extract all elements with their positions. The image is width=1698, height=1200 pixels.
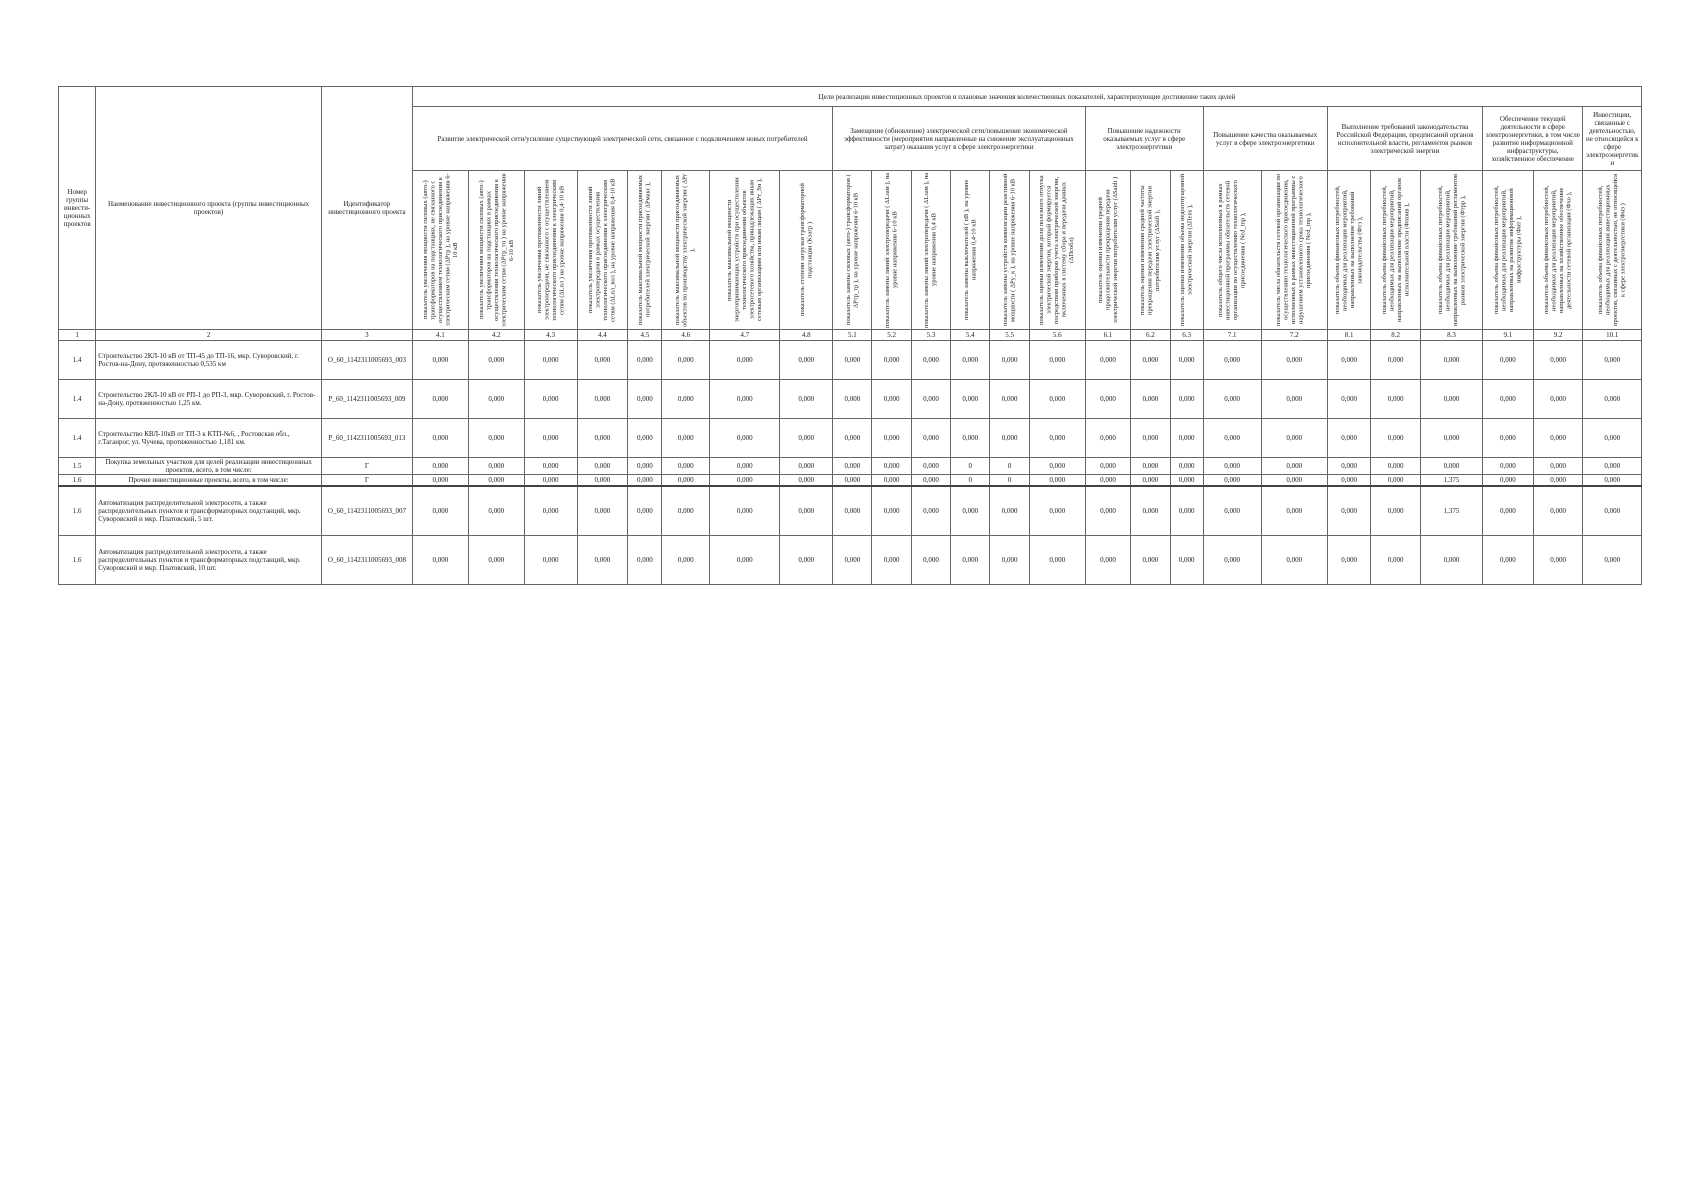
row-value-cell: 1,375 <box>1420 475 1482 487</box>
row-value-cell: 0,000 <box>1483 419 1534 458</box>
row-value-cell: 0,000 <box>911 419 950 458</box>
row-value-cell: 0,000 <box>780 341 833 380</box>
row-value-cell: 0,000 <box>872 486 911 536</box>
indicator-header <box>872 171 911 330</box>
column-number: 5.1 <box>833 330 872 341</box>
row-value-cell: 0,000 <box>872 458 911 475</box>
row-value-cell: 0,000 <box>1085 458 1131 475</box>
row-value-cell: 0,000 <box>468 536 524 585</box>
indicator-header-text: показатель оценки изменения средней продолжительности прекращения передачи электрической энергии потребителям услуг (ΔSaidi ) <box>1096 176 1119 324</box>
row-value-cell: 0,000 <box>990 419 1029 458</box>
row-value-cell: 0,000 <box>468 458 524 475</box>
indicator-header <box>524 171 577 330</box>
row-value-cell: 0,000 <box>1583 341 1642 380</box>
column-number: 8.2 <box>1371 330 1421 341</box>
indicator-header-text: показатель объема финансовых потребностей, необходимых для реализации мероприятий, направленных на выполнение предписаний органов исполнительной власти (Фпоив ), <box>1380 178 1411 322</box>
row-value-cell: 0,000 <box>1371 475 1421 487</box>
row-value-cell: 0,000 <box>710 419 780 458</box>
row-value-cell: 0,000 <box>577 380 628 419</box>
row-value-cell: 0,000 <box>1327 536 1370 585</box>
row-value-cell: 0,000 <box>1483 486 1534 536</box>
row-project-name: Автоматизация распределительной электросети, а также распределительных пунктов и трансформаторных подстанций, мкр. Суворовский и мкр. Платовский, 10 шт. <box>96 536 322 585</box>
row-value-cell: 0,000 <box>628 536 662 585</box>
row-value-cell: 0,000 <box>1483 458 1534 475</box>
row-value-cell: 0,000 <box>1420 380 1482 419</box>
row-value-cell: 0,000 <box>1029 380 1085 419</box>
indicator-header <box>1170 171 1203 330</box>
row-value-cell: 0,000 <box>710 536 780 585</box>
row-value-cell: 0,000 <box>628 419 662 458</box>
column-number: 8.1 <box>1327 330 1370 341</box>
row-value-cell: 0,000 <box>468 486 524 536</box>
row-value-cell: 0,000 <box>1483 475 1534 487</box>
row-value-cell: 0,000 <box>911 380 950 419</box>
row-value-cell: 0,000 <box>1261 486 1327 536</box>
row-value-cell: 0 <box>990 458 1029 475</box>
row-value-cell: 0,000 <box>1327 341 1370 380</box>
row-project-id: Р_60_1142311005693_013 <box>321 419 412 458</box>
row-value-cell: 0,000 <box>662 536 710 585</box>
row-value-cell: 0,000 <box>524 458 577 475</box>
row-value-cell: 0,000 <box>412 380 468 419</box>
indicator-header-text: показатель замены линий электропередачи ( ΔLзам ), на уровне напряжения 6-10 кВ <box>884 172 899 328</box>
indicator-header <box>911 171 950 330</box>
row-value-cell: 0,000 <box>412 536 468 585</box>
row-value-cell: 0,000 <box>412 341 468 380</box>
row-value-cell: 0,000 <box>1170 380 1203 419</box>
indicator-header <box>833 171 872 330</box>
row-value-cell: 0,000 <box>780 475 833 487</box>
indicator-header-text: показатель объема финансовых потребностей, необходимых для реализации мероприятий, направленных на развитие информационной инфраструктуры (Фит ), <box>1492 185 1523 315</box>
row-value-cell: 0,000 <box>524 380 577 419</box>
header-group-legislation: Выполнение требований законодательства Российской Федерации, предписаний органов исполнительной власти, регламентов рынков электрической энергии <box>1327 107 1482 171</box>
row-group-number: 1.6 <box>59 486 96 536</box>
row-value-cell: 0,000 <box>662 486 710 536</box>
row-value-cell: 0,000 <box>990 341 1029 380</box>
row-value-cell: 0,000 <box>710 458 780 475</box>
row-value-cell: 0,000 <box>951 536 990 585</box>
column-number: 4.3 <box>524 330 577 341</box>
indicator-header <box>1483 171 1534 330</box>
row-project-id: О_60_1142311005693_003 <box>321 341 412 380</box>
row-value-cell: 0,000 <box>911 536 950 585</box>
row-value-cell: 0,000 <box>710 486 780 536</box>
indicator-header <box>1131 171 1170 330</box>
indicator-header-text: показатель увеличения мощности силовых (авто-) трансформаторов на подстанциях, не связанного с осуществлением технологического присоединения к электрическим сетям (ΔPтр ), на уровне напряжения 6-10 кВ <box>421 173 459 327</box>
row-value-cell: 0,000 <box>1261 419 1327 458</box>
column-number: 4.5 <box>628 330 662 341</box>
indicator-header-text: показатель степени загрузки трансформаторной подстанции (Kзагр ) <box>798 183 814 317</box>
row-value-cell: 0,000 <box>1085 419 1131 458</box>
row-value-cell: 0,000 <box>577 486 628 536</box>
indicator-header <box>1203 171 1261 330</box>
row-value-cell: 0,000 <box>1170 419 1203 458</box>
row-value-cell: 0,000 <box>412 419 468 458</box>
table-row <box>59 419 1642 458</box>
indicator-header-text: показатель объема финансовых потребностей, необходимых для реализации мероприятий, направленных на выполнение требований законодательства (Фтз ), <box>1334 185 1364 315</box>
table-row <box>59 536 1642 585</box>
row-project-name: Прочие инвестиционные проекты, всего, в том числе: <box>96 475 322 487</box>
row-project-id: Г <box>321 475 412 487</box>
row-value-cell: 0,000 <box>1583 475 1642 487</box>
row-value-cell: 0,000 <box>780 536 833 585</box>
row-group-number: 1.6 <box>59 475 96 487</box>
row-value-cell: 0,000 <box>577 341 628 380</box>
column-number: 5.2 <box>872 330 911 341</box>
row-value-cell: 0,000 <box>951 341 990 380</box>
indicator-header <box>1261 171 1327 330</box>
row-value-cell: 0,000 <box>468 341 524 380</box>
row-value-cell: 0,000 <box>780 380 833 419</box>
row-value-cell: 0,000 <box>710 475 780 487</box>
row-value-cell: 0,000 <box>872 380 911 419</box>
row-value-cell: 0,000 <box>628 341 662 380</box>
row-value-cell: 0,000 <box>1420 341 1482 380</box>
table-row <box>59 486 1642 536</box>
row-value-cell: 0,000 <box>412 475 468 487</box>
column-number: 4.7 <box>710 330 780 341</box>
row-value-cell: 0,000 <box>833 380 872 419</box>
row-value-cell: 0,000 <box>1203 536 1261 585</box>
header-group-replacement: Замещение (обновление) электрической сети/повышение экономической эффективности (мероприятия направленные на снижение эксплуатационных затрат) оказания услуг в сфере электроэнергетики <box>833 107 1086 171</box>
row-value-cell: 0,000 <box>780 486 833 536</box>
row-value-cell: 0,000 <box>1131 341 1170 380</box>
row-value-cell: 0,000 <box>1203 341 1261 380</box>
row-value-cell: 0,000 <box>412 458 468 475</box>
column-number: 7.2 <box>1261 330 1327 341</box>
column-number: 5.3 <box>911 330 950 341</box>
table-row <box>59 380 1642 419</box>
row-value-cell: 0,000 <box>911 341 950 380</box>
row-value-cell: 0,000 <box>1583 419 1642 458</box>
row-value-cell: 0,000 <box>1029 475 1085 487</box>
indicator-header <box>951 171 990 330</box>
row-value-cell: 0,000 <box>1371 486 1421 536</box>
row-value-cell: 0,000 <box>1085 536 1131 585</box>
row-value-cell: 0,000 <box>412 486 468 536</box>
row-value-cell: 0,000 <box>1261 458 1327 475</box>
row-value-cell: 0,000 <box>1371 458 1421 475</box>
row-value-cell: 0,000 <box>524 486 577 536</box>
table-row <box>59 475 1642 487</box>
row-value-cell: 0,000 <box>1170 475 1203 487</box>
row-value-cell: 0,000 <box>833 341 872 380</box>
indicator-header <box>710 171 780 330</box>
indicator-header-text: показатель замены силовых (авто-) трансформаторов ( ΔPтр_тр ), на уровне напряжения 6-10 кВ <box>844 174 860 326</box>
row-value-cell: 0,000 <box>1371 419 1421 458</box>
row-value-cell: 0,000 <box>524 419 577 458</box>
row-value-cell: 0,000 <box>524 341 577 380</box>
header-group-quality: Повышение качества оказываемых услуг в сфере электроэнергетики <box>1203 107 1327 171</box>
row-value-cell: 0,000 <box>833 486 872 536</box>
row-value-cell: 0,000 <box>872 536 911 585</box>
column-number: 5.4 <box>951 330 990 341</box>
header-group-development: Развитие электрической сети/усиление существующей электрической сети, связанное с подключением новых потребителей <box>412 107 832 171</box>
indicator-header-text: показатель замены выключателей ( nВ ), на уровне напряжения 0,4-10 кВ <box>962 179 978 321</box>
indicator-header-text: показатель замены линий электропередачи ( ΔLзам ), на уровне напряжения 0,4 кВ <box>923 172 938 328</box>
row-value-cell: 0,000 <box>990 380 1029 419</box>
row-value-cell: 0,000 <box>911 475 950 487</box>
row-value-cell: 0,000 <box>1261 536 1327 585</box>
indicator-header <box>412 171 468 330</box>
row-value-cell: 0,000 <box>951 380 990 419</box>
row-value-cell: 0,000 <box>662 475 710 487</box>
row-value-cell: 0,000 <box>1483 341 1534 380</box>
column-number: 4.4 <box>577 330 628 341</box>
row-value-cell: 0,000 <box>1420 458 1482 475</box>
row-value-cell: 0,000 <box>1371 380 1421 419</box>
indicator-header-text: показатель объема финансовых потребностей, необходимых для реализации инвестиционных проектов, связанных с деятельностью, не относящейся к сфере электроэнергетики (Фнэ ) <box>1597 173 1627 327</box>
indicator-header <box>990 171 1029 330</box>
row-value-cell: 0,000 <box>1170 486 1203 536</box>
row-value-cell: 0,000 <box>1131 458 1170 475</box>
row-value-cell: 0,000 <box>577 536 628 585</box>
row-value-cell: 0,000 <box>1327 380 1370 419</box>
row-value-cell: 0,000 <box>951 419 990 458</box>
indicator-header-text: показатель оценки изменения доли полезного отпуска электрической энергии, который формируется посредством приборов учета электрической энергии, включенных в систему сбора и передачи данных (ΔПсобл) <box>1038 175 1076 325</box>
row-value-cell: 0,000 <box>710 380 780 419</box>
column-number: 5.6 <box>1029 330 1085 341</box>
row-value-cell: 0,000 <box>1170 341 1203 380</box>
column-number: 6.3 <box>1170 330 1203 341</box>
row-value-cell: 0,000 <box>628 380 662 419</box>
row-value-cell: 0,000 <box>628 486 662 536</box>
column-number: 6.1 <box>1085 330 1131 341</box>
row-value-cell: 0,000 <box>1131 380 1170 419</box>
row-project-id: Г <box>321 458 412 475</box>
column-number: 9.1 <box>1483 330 1534 341</box>
column-number: 8.3 <box>1420 330 1482 341</box>
column-number: 4.1 <box>412 330 468 341</box>
column-number: 6.2 <box>1131 330 1170 341</box>
row-value-cell: 0,000 <box>833 536 872 585</box>
indicator-header-text: показатель увеличения мощности силовых (авто-) трансформаторов на подстанциях в рамках осуществления технологического присоединения к электрическим сетям (ΔPтр_тп ) на уровне напряжения 6-10 кВ <box>477 173 515 327</box>
indicator-header-text: показатель оценки изменения средней частоты прекращения передачи электрической энергии потребителям услуг (ΔSaifi ), <box>1139 185 1162 315</box>
row-project-name: Автоматизация распределительной электросети, а также распределительных пунктов и трансформаторных подстанций, мкр. Суворовский и мкр. Платовский, 5 шт. <box>96 486 322 536</box>
row-value-cell: 0,000 <box>577 458 628 475</box>
row-value-cell: 0,000 <box>662 380 710 419</box>
row-value-cell: 0,000 <box>1261 475 1327 487</box>
indicator-header <box>1533 171 1583 330</box>
row-project-id: Р_60_1142311005693_009 <box>321 380 412 419</box>
row-value-cell: 0,000 <box>1327 458 1370 475</box>
row-value-cell: 0,000 <box>1029 486 1085 536</box>
indicator-header <box>577 171 628 330</box>
row-project-name: Строительство КВЛ-10кВ от ТП-3 к КТП-№6, , Ростовская обл., г.Таганрог, ул. Чучева, протяженностью 1,181 км. <box>96 419 322 458</box>
row-value-cell: 0,000 <box>662 341 710 380</box>
row-value-cell: 0,000 <box>1203 419 1261 458</box>
investment-table-sheet <box>58 86 1642 585</box>
column-number: 4.2 <box>468 330 524 341</box>
indicator-header-text: показатель оценки изменения объема недоотпущенной электрической энергии (ΔПens ), <box>1179 173 1194 327</box>
row-group-number: 1.6 <box>59 536 96 585</box>
row-value-cell: 0,000 <box>1131 475 1170 487</box>
indicator-header-text: показатель максимальной мощности присоединяемых потребителей электрической энергии ( ΔPмакс ), <box>637 174 652 326</box>
column-number: 7.1 <box>1203 330 1261 341</box>
row-value-cell: 0,000 <box>911 486 950 536</box>
row-value-cell: 0,000 <box>872 475 911 487</box>
row-value-cell: 0,000 <box>577 475 628 487</box>
row-value-cell: 0,000 <box>780 458 833 475</box>
indicator-header-text: показатель объема финансовых потребностей, необходимых для реализации мероприятий, направленных на хозяйственное обеспечение деятельности сетевой организации (Фхо ), <box>1543 185 1573 315</box>
row-value-cell: 0 <box>951 475 990 487</box>
row-value-cell: 0,000 <box>1261 380 1327 419</box>
indicator-header <box>662 171 710 330</box>
row-group-number: 1.4 <box>59 380 96 419</box>
indicator-header <box>628 171 662 330</box>
row-value-cell: 0,000 <box>1533 458 1583 475</box>
row-value-cell: 0,000 <box>1533 536 1583 585</box>
table-row <box>59 341 1642 380</box>
row-value-cell: 0,000 <box>1533 341 1583 380</box>
row-group-number: 1.5 <box>59 458 96 475</box>
column-number: 10.1 <box>1583 330 1642 341</box>
row-value-cell: 0,000 <box>1029 536 1085 585</box>
header-project-id: Идентификатор инвестиционного проекта <box>321 87 412 330</box>
row-value-cell: 0,000 <box>577 419 628 458</box>
row-value-cell: 0,000 <box>1085 380 1131 419</box>
header-group-operations: Обеспечение текущей деятельности в сфере электроэнергетики, в том числе развитие информационной инфраструктуры, хозяйственное обеспечение <box>1483 107 1583 171</box>
row-value-cell: 0,000 <box>1131 419 1170 458</box>
row-value-cell: 0,000 <box>524 536 577 585</box>
row-group-number: 1.4 <box>59 341 96 380</box>
row-value-cell: 0,000 <box>872 341 911 380</box>
row-value-cell: 0,000 <box>1085 486 1131 536</box>
column-number: 3 <box>321 330 412 341</box>
row-project-id: О_60_1142311005693_007 <box>321 486 412 536</box>
row-value-cell: 0,000 <box>1131 486 1170 536</box>
header-group-reliability: Повышение надежности оказываемых услуг в сфере электроэнергетики <box>1085 107 1203 171</box>
table-row <box>59 458 1642 475</box>
indicator-header-text: показатель максимальной мощности энергопринимающих устройств при осуществлении технологического присоединения объектов электросетевого хозяйства, принадлежащих иным сетевым организациям или иным лицам ( ΔPт_Sн ), <box>725 177 763 323</box>
row-value-cell: 1,375 <box>1420 486 1482 536</box>
row-value-cell: 0,000 <box>468 380 524 419</box>
row-value-cell: 0,000 <box>1029 419 1085 458</box>
row-value-cell: 0,000 <box>628 475 662 487</box>
row-value-cell: 0,000 <box>1533 486 1583 536</box>
row-value-cell: 0,000 <box>1261 341 1327 380</box>
row-value-cell: 0,000 <box>1371 341 1421 380</box>
row-value-cell: 0,000 <box>1583 486 1642 536</box>
row-value-cell: 0,000 <box>1085 341 1131 380</box>
indicator-header-text: показатель увеличения протяженности линий электропередачи в рамках осуществления технологического присоединения к электрическим сетям (ΔLnл_вол ), на уровне напряжения 0,4-10 кВ <box>587 178 617 322</box>
indicator-header <box>1085 171 1131 330</box>
row-value-cell: 0,000 <box>1583 458 1642 475</box>
header-group-number: Номер группы инвести-ционных проектов <box>59 87 96 330</box>
header-group-non-energy: Инвестиции, связанные с деятельностью, не относящейся к сфере электроэнергетики <box>1583 107 1642 171</box>
row-value-cell: 0,000 <box>1029 341 1085 380</box>
indicator-header <box>1371 171 1421 330</box>
indicator-header <box>780 171 833 330</box>
row-group-number: 1.4 <box>59 419 96 458</box>
row-value-cell: 0,000 <box>1533 475 1583 487</box>
row-value-cell: 0,000 <box>628 458 662 475</box>
row-value-cell: 0,000 <box>833 419 872 458</box>
row-value-cell: 0,000 <box>1327 486 1370 536</box>
row-value-cell: 0,000 <box>1203 475 1261 487</box>
row-project-name: Покупка земельных участков для целей реализации инвестиционных проектов, всего, в том числе: <box>96 458 322 475</box>
row-value-cell: 0,000 <box>833 475 872 487</box>
row-value-cell: 0,000 <box>780 419 833 458</box>
row-value-cell: 0,000 <box>662 458 710 475</box>
indicator-header <box>1420 171 1482 330</box>
investment-indicators-table <box>58 86 1642 585</box>
row-value-cell: 0,000 <box>1085 475 1131 487</box>
row-value-cell: 0,000 <box>1533 380 1583 419</box>
row-value-cell: 0,000 <box>1203 486 1261 536</box>
row-value-cell: 0,000 <box>1420 419 1482 458</box>
header-main-title: Цели реализации инвестиционных проектов и плановые значения количественных показателей, характеризующие достижение таких целей <box>412 87 1641 107</box>
indicator-header <box>1327 171 1370 330</box>
row-value-cell: 0,000 <box>1203 458 1261 475</box>
indicator-header <box>1583 171 1642 330</box>
indicator-header-text: показатель увеличения протяженности линий электропередачи, не связанного с осуществлением технологического присоединения к электрическим сетям (ΔLnл ) на уровне напряжения 0,4-10 кВ <box>535 179 566 321</box>
row-project-id: О_60_1142311005693_008 <box>321 536 412 585</box>
row-value-cell: 0,000 <box>990 536 1029 585</box>
row-project-name: Строительство 2КЛ-10 кВ от ТП-45 до ТП-16, мкр. Суворовский, г. Ростов-на-Дону, протяженностью 0,535 км <box>96 341 322 380</box>
column-number: 5.5 <box>990 330 1029 341</box>
row-value-cell: 0,000 <box>911 458 950 475</box>
row-value-cell: 0,000 <box>1483 380 1534 419</box>
row-value-cell: 0,000 <box>1371 536 1421 585</box>
row-value-cell: 0,000 <box>1583 536 1642 585</box>
column-number: 1 <box>59 330 96 341</box>
row-value-cell: 0,000 <box>1203 380 1261 419</box>
row-value-cell: 0,000 <box>710 341 780 380</box>
row-value-cell: 0,000 <box>524 475 577 487</box>
row-value-cell: 0,000 <box>1483 536 1534 585</box>
indicator-header-text: показатель замены устройств компенсации реактивной мощности ( ΔPу_к ), на уровне напряжения 6-10 кВ <box>1002 173 1017 327</box>
indicator-header-text: показатель общего числа исполненных в рамках инвестиционной программы обязательств сетевой организации по осуществлению технологического присоединения ( Nсd_tnр ), <box>1217 180 1247 320</box>
row-value-cell: 0,000 <box>1533 419 1583 458</box>
header-project-name: Наименование инвестиционного проекта (группы инвестиционных проектов) <box>96 87 322 330</box>
indicator-header-text: показатель числа обязательств сетевой организации по осуществлению технологического присоединения, исполненных в рамках инвестиционной программы с нарушением установленного срока технологического присоединения ( Nсd_tnр ), <box>1275 173 1313 327</box>
row-value-cell: 0,000 <box>1170 458 1203 475</box>
indicator-header <box>1029 171 1085 330</box>
column-number: 4.6 <box>662 330 710 341</box>
row-value-cell: 0,000 <box>1327 419 1370 458</box>
row-value-cell: 0,000 <box>1420 536 1482 585</box>
row-value-cell: 0 <box>951 458 990 475</box>
row-value-cell: 0,000 <box>1327 475 1370 487</box>
row-value-cell: 0,000 <box>1029 458 1085 475</box>
row-value-cell: 0,000 <box>872 419 911 458</box>
row-value-cell: 0,000 <box>1583 380 1642 419</box>
row-value-cell: 0,000 <box>468 475 524 487</box>
row-value-cell: 0 <box>990 475 1029 487</box>
row-value-cell: 0,000 <box>951 486 990 536</box>
indicator-header-text: показатель максимальной мощности присоединяемых объектов по производству электрической энергии ( ΔPг ), <box>674 173 697 327</box>
row-value-cell: 0,000 <box>1131 536 1170 585</box>
row-value-cell: 0,000 <box>468 419 524 458</box>
indicator-header <box>468 171 524 330</box>
column-number: 4.8 <box>780 330 833 341</box>
column-number: 9.2 <box>1533 330 1583 341</box>
indicator-header-text: показатель объема финансовых потребностей, необходимых для реализации мероприятий, направленных на выполнение требований регламентов рынков электрической энергии (Фтрр ), <box>1436 173 1467 327</box>
row-project-name: Строительство 2КЛ-10 кВ от РП-1 до РП-3, мкр. Суворовский, г. Ростов-на-Дону, протяженностью 1,25 км. <box>96 380 322 419</box>
row-value-cell: 0,000 <box>662 419 710 458</box>
column-number: 2 <box>96 330 322 341</box>
row-value-cell: 0,000 <box>833 458 872 475</box>
row-value-cell: 0,000 <box>1170 536 1203 585</box>
row-value-cell: 0,000 <box>990 486 1029 536</box>
